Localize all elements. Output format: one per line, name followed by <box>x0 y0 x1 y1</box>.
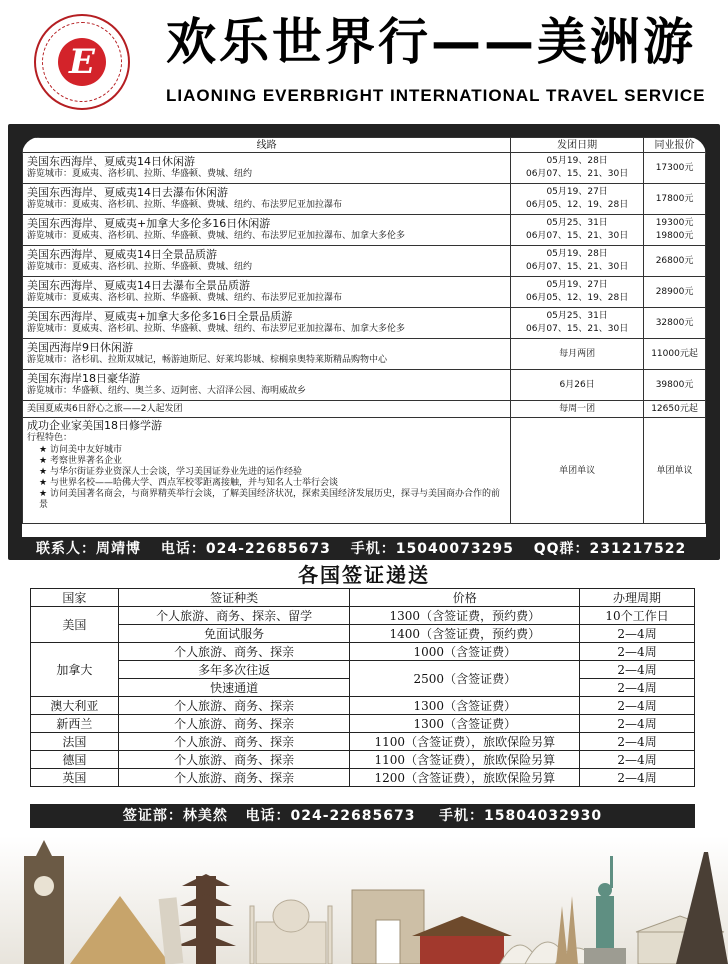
country-cell: 法国 <box>31 733 119 751</box>
star-bullet-icon: ★ <box>39 467 50 477</box>
country-cell: 英国 <box>31 769 119 787</box>
route-dates: 05月25、31日 06月07、15、21、30日 <box>511 308 644 339</box>
route-name <box>23 370 511 401</box>
routes-table <box>22 137 706 524</box>
visa-dept: 签证部：林美然 <box>122 808 228 824</box>
route-dates: 单团单议 <box>511 418 644 524</box>
route-name <box>23 153 511 184</box>
page-title: 欢乐世界行——美洲游 <box>166 13 696 71</box>
route-row <box>23 277 706 308</box>
route-row <box>23 308 706 339</box>
contact-phone: 电话：024-22685673 <box>160 541 331 557</box>
route-price: 19300元 19800元 <box>644 215 706 246</box>
visa-type: 个人旅游、商务、探亲 <box>118 751 350 769</box>
header-period: 办理周期 <box>580 589 695 607</box>
route-cities: 游览城市：夏威夷、洛杉矶、拉斯、华盛顿、费城、纽约、布法罗尼亚加拉瀑布 <box>27 200 343 210</box>
visa-price: 2500（含签证费） <box>350 661 580 697</box>
route-price: 28900元 <box>644 277 706 308</box>
big-ben-icon <box>24 840 64 964</box>
visa-price: 1300（含签证费） <box>350 715 580 733</box>
route-cities: 游览城市：夏威夷、洛杉矶、拉斯、华盛顿、费城、纽约 <box>27 169 253 179</box>
visa-type: 个人旅游、商务、探亲 <box>118 715 350 733</box>
country-cell: 德国 <box>31 751 119 769</box>
route-dates: 05月19、27日 06月05、12、19、28日 <box>511 184 644 215</box>
feature-item: ★ 与世界名校——哈佛大学、西点军校零距离接触，并与知名人士举行会谈 <box>39 478 338 488</box>
route-cities: 游览城市：华盛顿、纽约、奥兰多、迈阿密、大沼泽公园、海明威故乡 <box>27 386 307 396</box>
visa-type: 个人旅游、商务、探亲 <box>118 769 350 787</box>
route-cities: 游览城市：洛杉矶、拉斯双城记，畅游迪斯尼、好莱坞影城、棕榈泉奥特莱斯精品购物中心 <box>27 355 388 365</box>
visa-header-row <box>31 589 695 607</box>
route-cities: 游览城市：夏威夷、洛杉矶、拉斯、华盛顿、费城、纽约、布法罗尼亚加拉瀑布、加拿大多伦多 <box>27 231 406 241</box>
visa-row <box>31 715 695 733</box>
route-title: 美国东西海岸、夏威夷14日去瀑布休闲游 <box>27 186 228 199</box>
route-dates: 每周一团 <box>511 401 644 418</box>
route-row <box>23 215 706 246</box>
visa-period: 2—4周 <box>580 661 695 679</box>
visa-price: 1400（含签证费，预约费） <box>350 625 580 643</box>
company-logo <box>34 14 130 110</box>
route-dates: 05月19、27日 06月05、12、19、28日 <box>511 277 644 308</box>
visa-price: 1300（含签证费） <box>350 697 580 715</box>
world-landmarks-illustration <box>0 836 728 964</box>
feature-item: ★ 与华尔街证券业资深人士会谈，学习美国证券业先进的运作经验 <box>39 467 302 477</box>
visa-period: 10个工作日 <box>580 607 695 625</box>
route-name <box>23 277 511 308</box>
routes-table-wrapper <box>22 137 706 537</box>
route-dates: 05月19、28日 06月07、15、21、30日 <box>511 246 644 277</box>
visa-period: 2—4周 <box>580 643 695 661</box>
visa-section-title: 各国签证递送 <box>298 563 430 587</box>
route-price: 12650元起 <box>644 401 706 418</box>
visa-period: 2—4周 <box>580 715 695 733</box>
route-name <box>23 308 511 339</box>
country-cell: 加拿大 <box>31 643 119 697</box>
route-price: 17800元 <box>644 184 706 215</box>
visa-type: 免面试服务 <box>118 625 350 643</box>
route-price: 17300元 <box>644 153 706 184</box>
visa-row-ca-2 <box>31 661 695 679</box>
route-price: 32800元 <box>644 308 706 339</box>
visa-period: 2—4周 <box>580 733 695 751</box>
visa-row-us-2 <box>31 625 695 643</box>
visa-type: 个人旅游、商务、探亲 <box>118 733 350 751</box>
visa-row-us-1 <box>31 607 695 625</box>
route-name: 成功企业家美国18日修学游 行程特色： ★ 访问美中友好城市 ★ 考察世界著名企业 ★ 与华尔街证券业资深人士会谈，学习美国证券业先进的运作经验 ★ 与世界名校——哈佛大学、西点军校零距离接触，并与知名人士举行会谈 ★ 访问美国著名商会，与商界精英举行会谈，了解美国经济状况，探索美国经济发展历史，探寻与美国商办合作的前景 <box>23 418 511 524</box>
star-bullet-icon: ★ <box>39 489 50 499</box>
visa-period: 2—4周 <box>580 751 695 769</box>
tour-contact-bar <box>22 539 706 560</box>
visa-type: 多年多次往返 <box>118 661 350 679</box>
visa-period: 2—4周 <box>580 679 695 697</box>
visa-contact-bar <box>30 804 695 828</box>
route-row <box>23 339 706 370</box>
route-row <box>23 153 706 184</box>
route-row <box>23 246 706 277</box>
visa-price: 1300（含签证费，预约费） <box>350 607 580 625</box>
header-price: 同业报价 <box>644 138 706 153</box>
visa-phone: 电话：024-22685673 <box>245 808 416 824</box>
feature-item: ★ 访问美中友好城市 <box>39 445 122 455</box>
feature-item: ★ 访问美国著名商会，与商界精英举行会谈，了解美国经济状况，探索美国经济发展历史，探寻与美国商办合作的前景 <box>39 489 500 510</box>
header-route: 线路 <box>23 138 511 153</box>
company-name-english: LIAONING EVERBRIGHT INTERNATIONAL TRAVEL SERVICE <box>166 86 706 105</box>
route-title: 美国东西海岸、夏威夷14日休闲游 <box>27 155 195 168</box>
route-title: 美国东西海岸、夏威夷+加拿大多伦多16日全景品质游 <box>27 310 293 323</box>
visa-price: 1100（含签证费），旅欧保险另算 <box>350 733 580 751</box>
visa-period: 2—4周 <box>580 769 695 787</box>
route-row-hawaii <box>23 401 706 418</box>
route-title: 美国东海岸18日豪华游 <box>27 372 140 385</box>
visa-row-ca-1 <box>31 643 695 661</box>
visa-period: 2—4周 <box>580 625 695 643</box>
feature-item: ★ 考察世界著名企业 <box>39 456 122 466</box>
route-name: 美国夏威夷6日舒心之旅——2人起发团 <box>23 401 511 418</box>
route-cities: 游览城市：夏威夷、洛杉矶、拉斯、华盛顿、费城、纽约 <box>27 262 253 272</box>
route-price: 单团单议 <box>644 418 706 524</box>
route-price: 39800元 <box>644 370 706 401</box>
header-visa-type: 签证种类 <box>118 589 350 607</box>
visa-price: 1000（含签证费） <box>350 643 580 661</box>
country-cell: 澳大利亚 <box>31 697 119 715</box>
visa-mobile: 手机：15804032930 <box>438 808 603 824</box>
route-name <box>23 339 511 370</box>
route-row <box>23 184 706 215</box>
route-title: 美国东西海岸、夏威夷14日全景品质游 <box>27 248 217 261</box>
visa-type: 个人旅游、商务、探亲、留学 <box>118 607 350 625</box>
route-dates: 每月两团 <box>511 339 644 370</box>
route-title: 美国西海岸9日休闲游 <box>27 341 133 354</box>
header-dates: 发团日期 <box>511 138 644 153</box>
visa-type: 个人旅游、商务、探亲 <box>118 643 350 661</box>
visa-price: 1100（含签证费），旅欧保险另算 <box>350 751 580 769</box>
country-cell: 新西兰 <box>31 715 119 733</box>
visa-type: 个人旅游、商务、探亲 <box>118 697 350 715</box>
country-cell: 美国 <box>31 607 119 643</box>
route-name <box>23 184 511 215</box>
route-title: 美国东西海岸、夏威夷+加拿大多伦多16日休闲游 <box>27 217 271 230</box>
header-visa-price: 价格 <box>350 589 580 607</box>
arc-de-triomphe-icon <box>352 890 424 964</box>
logo-e-emblem: E <box>58 38 106 86</box>
route-dates: 6月26日 <box>511 370 644 401</box>
route-row <box>23 370 706 401</box>
route-cities: 游览城市：夏威夷、洛杉矶、拉斯、华盛顿、费城、纽约、布法罗尼亚加拉瀑布 <box>27 293 343 303</box>
visa-row <box>31 697 695 715</box>
routes-header-row <box>23 138 706 153</box>
visa-row <box>31 751 695 769</box>
route-price: 11000元起 <box>644 339 706 370</box>
contact-mobile: 手机：15040073295 <box>350 541 514 557</box>
header-country: 国家 <box>31 589 119 607</box>
route-dates: 05月19、28日 06月07、15、21、30日 <box>511 153 644 184</box>
feature-list <box>27 445 506 511</box>
star-bullet-icon: ★ <box>39 445 50 455</box>
contact-person: 联系人：周靖博 <box>36 541 141 557</box>
visa-period: 2—4周 <box>580 697 695 715</box>
route-title: 美国东西海岸、夏威夷14日去瀑布全景品质游 <box>27 279 250 292</box>
visa-row <box>31 733 695 751</box>
visa-row <box>31 769 695 787</box>
visa-type: 快速通道 <box>118 679 350 697</box>
visa-price: 1200（含签证费），旅欧保险另算 <box>350 769 580 787</box>
route-dates: 05月25、31日 06月07、15、21、30日 <box>511 215 644 246</box>
route-name <box>23 215 511 246</box>
route-cities: 游览城市：夏威夷、洛杉矶、拉斯、华盛顿、费城、纽约、布法罗尼亚加拉瀑布、加拿大多伦多 <box>27 324 406 334</box>
visa-table <box>30 588 695 787</box>
route-row-study-tour <box>23 418 706 524</box>
contact-qq-group: QQ群：231217522 <box>533 541 687 557</box>
route-price: 26800元 <box>644 246 706 277</box>
star-bullet-icon: ★ <box>39 456 50 466</box>
star-bullet-icon: ★ <box>39 478 50 488</box>
page-header <box>0 0 728 120</box>
route-name <box>23 246 511 277</box>
